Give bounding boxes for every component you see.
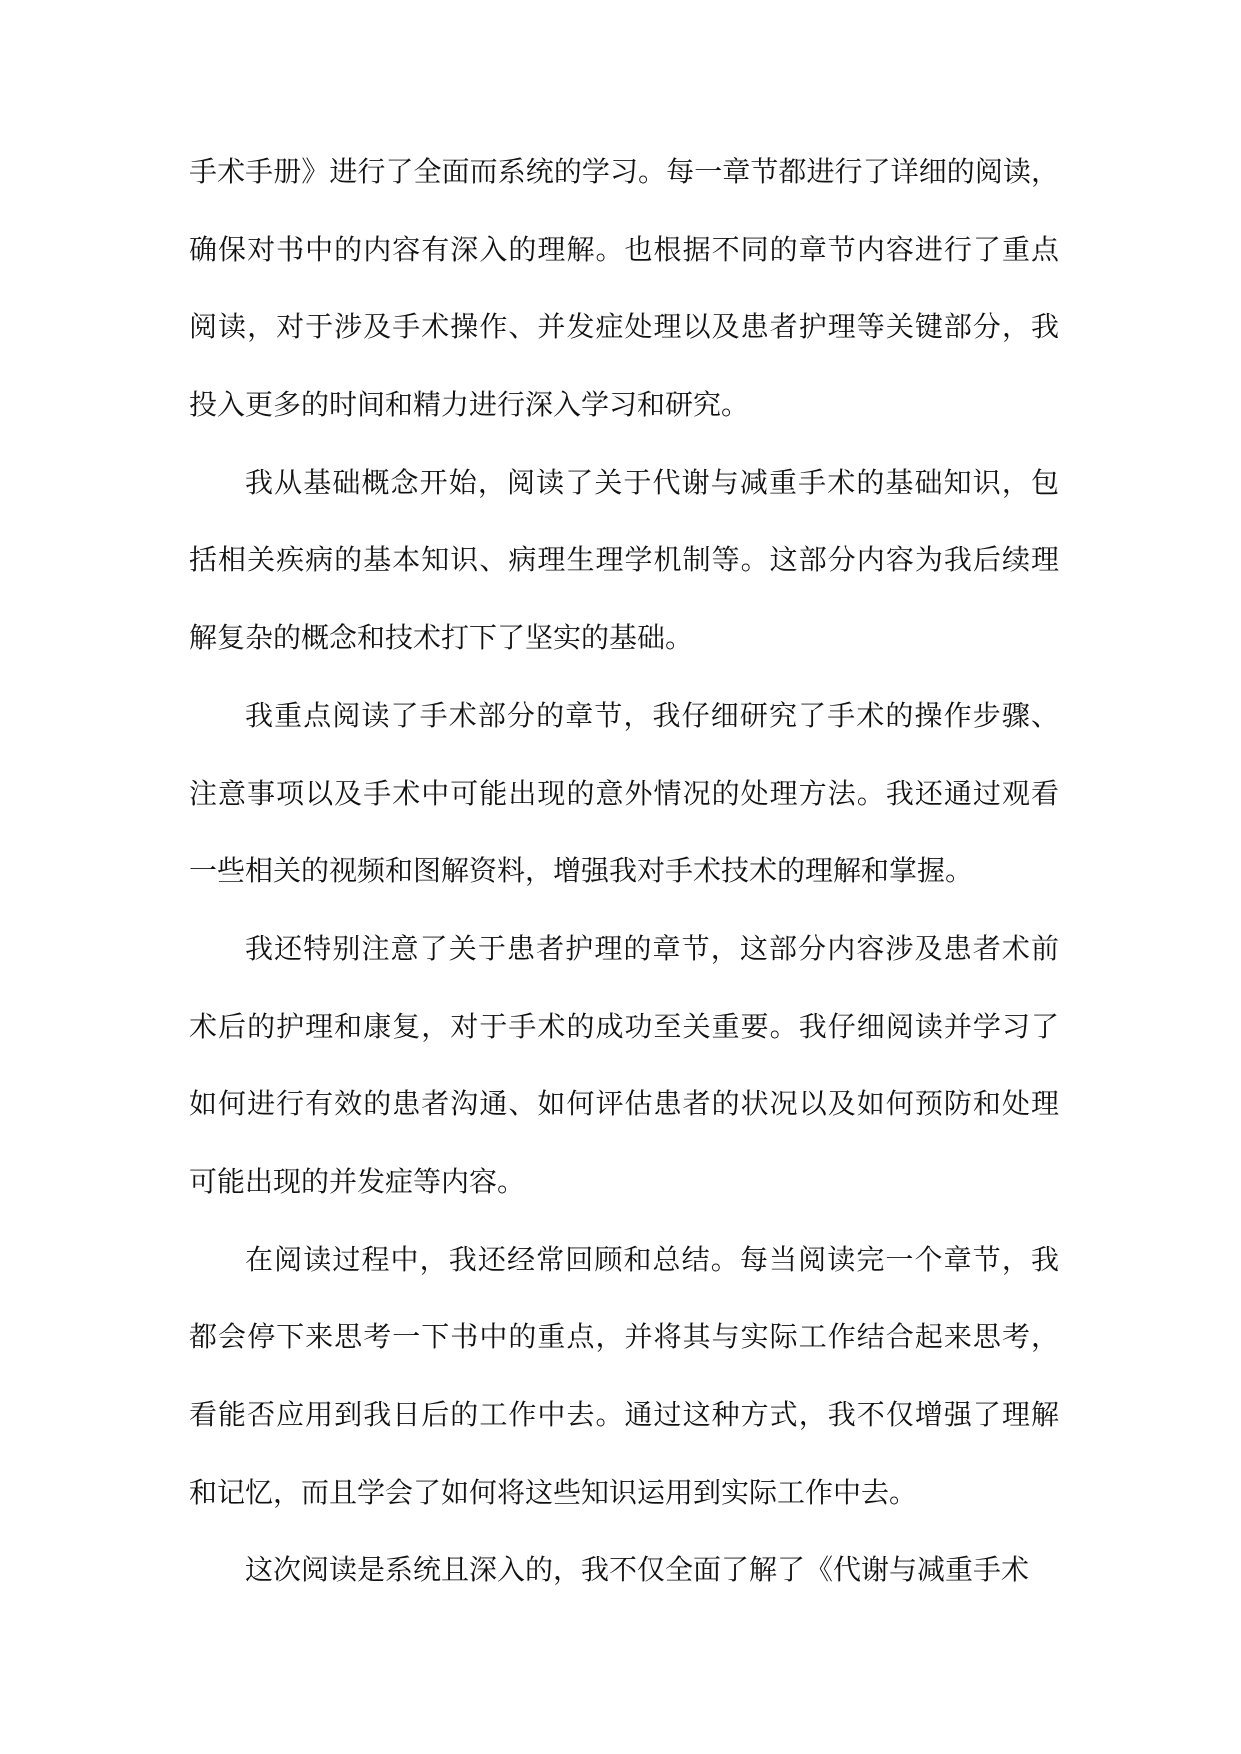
text-line: 确保对书中的内容有深入的理解。也根据不同的章节内容进行了重点 [189,232,1059,266]
text-line: 这次阅读是系统且深入的，我不仅全面了解了《代谢与减重手术 [245,1553,1030,1587]
text-line: 手术手册》进行了全面而系统的学习。每一章节都进行了详细的阅读， [189,155,1059,188]
text-line: 可能出现的并发症等内容。 [189,1164,526,1198]
paragraph [189,133,1059,444]
paragraph [189,1221,1059,1532]
document-body [189,133,1059,1609]
text-line: 如何进行有效的患者沟通、如何评估患者的状况以及如何预防和处理 [189,1087,1059,1121]
paragraph [189,1531,1059,1609]
text-line: 投入更多的时间和精力进行深入学习和研究。 [189,388,750,422]
text-line: 我重点阅读了手术部分的章节，我仔细研究了手术的操作步骤、 [245,698,1059,732]
text-line: 括相关疾病的基本知识、病理生理学机制等。这部分内容为我后续理 [189,543,1059,577]
text-line: 在阅读过程中，我还经常回顾和总结。每当阅读完一个章节，我 [245,1242,1059,1276]
text-line: 我从基础概念开始，阅读了关于代谢与减重手术的基础知识，包 [245,465,1059,499]
paragraph [189,910,1059,1221]
text-line: 解复杂的概念和技术打下了坚实的基础。 [189,621,694,655]
text-line: 都会停下来思考一下书中的重点，并将其与实际工作结合起来思考， [189,1320,1059,1354]
text-line: 看能否应用到我日后的工作中去。通过这种方式，我不仅增强了理解 [189,1398,1059,1431]
text-line: 我还特别注意了关于患者护理的章节，这部分内容涉及患者术前 [245,931,1059,965]
paragraph [189,444,1059,677]
text-line: 术后的护理和康复，对于手术的成功至关重要。我仔细阅读并学习了 [189,1009,1059,1043]
paragraph [189,677,1059,910]
text-line: 注意事项以及手术中可能出现的意外情况的处理方法。我还通过观看 [189,776,1059,810]
text-line: 和记忆，而且学会了如何将这些知识运用到实际工作中去。 [189,1475,918,1509]
text-line: 一些相关的视频和图解资料，增强我对手术技术的理解和掌握。 [189,854,974,888]
text-line: 阅读，对于涉及手术操作、并发症处理以及患者护理等关键部分，我 [189,310,1059,344]
